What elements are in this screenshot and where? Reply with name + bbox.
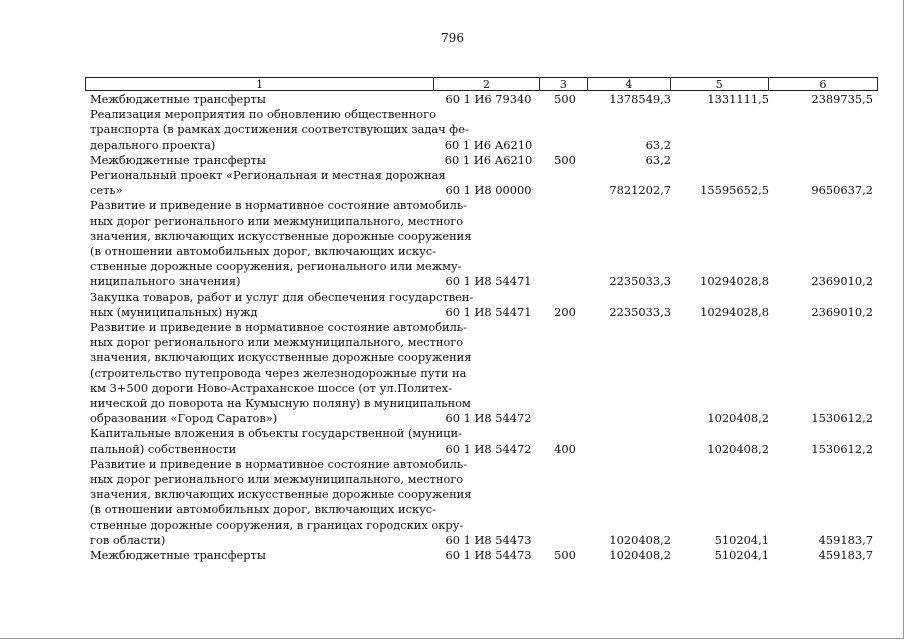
row-value-4: 63,2 (645, 152, 671, 167)
row-value-6: 2369010,2 (811, 274, 873, 289)
row-value-6: 1530612,2 (811, 411, 873, 426)
header-col-1: 1 (86, 78, 434, 90)
description-line: значения, включающих искусственные дорожные сооружения (90, 350, 472, 365)
row-code: 60 1 И6 А6210 (444, 152, 533, 167)
row-value-6: 2369010,2 (811, 304, 873, 319)
row-value-4: 1020408,2 (609, 532, 671, 547)
row-value-6: 459183,7 (818, 532, 873, 547)
description-line: ниципального значения) (90, 274, 241, 289)
row-value-4: 7821202,7 (609, 183, 671, 198)
row-value-6: 2389735,5 (811, 92, 873, 106)
table-row (85, 107, 878, 153)
table-row (85, 290, 878, 320)
row-type: 500 (554, 92, 576, 106)
table-row (85, 92, 878, 107)
description-line: ственные дорожные сооружения, регионального или межму- (90, 259, 462, 274)
description-line: ных дорог регионального или межмуниципального, местного (90, 213, 464, 228)
row-type: 400 (554, 441, 576, 456)
row-value-5: 10294028,8 (700, 304, 769, 319)
description-line: значения, включающих искусственные дорожные сооружения (90, 487, 472, 502)
description-line: (в отношении автомобильных дорог, включающих искус- (90, 502, 436, 517)
row-description (85, 456, 472, 548)
row-value-6: 1530612,2 (811, 441, 873, 456)
row-code: 60 1 И6 А6210 (444, 137, 533, 152)
row-value-6: 9650637,2 (811, 183, 873, 198)
header-col-2: 2 (434, 78, 539, 90)
row-description (85, 92, 436, 107)
page-number: 796 (441, 31, 464, 45)
row-value-5: 510204,1 (714, 548, 769, 563)
header-col-5: 5 (671, 78, 769, 90)
row-type: 500 (554, 548, 576, 563)
header-col-6: 6 (819, 78, 827, 91)
table-header (85, 77, 878, 91)
description-line: Развитие и приведение в нормативное состояние автомобиль- (90, 320, 467, 335)
row-description (85, 168, 446, 198)
description-line: значения, включающих искусственные дорожные сооружения (90, 228, 472, 243)
row-value-4: 1020408,2 (609, 548, 671, 563)
table-row (85, 320, 878, 426)
row-code: 60 1 И8 54472 (445, 441, 532, 456)
table-row (85, 457, 878, 548)
description-line: ных дорог регионального или межмуниципального, местного (90, 472, 464, 487)
row-code: 60 1 И8 54471 (445, 274, 532, 289)
row-value-4: 63,2 (645, 137, 671, 152)
row-code: 60 1 И8 54471 (445, 304, 532, 319)
description-line: Межбюджетные трансферты (90, 152, 266, 167)
row-code: 60 1 И8 54472 (445, 411, 532, 426)
table-row (85, 198, 878, 289)
description-line: ных дорог регионального или межмуниципального, местного (90, 335, 464, 350)
row-value-5: 510204,1 (714, 532, 769, 547)
table-row (85, 153, 878, 168)
description-line: пальной) собственности (90, 441, 237, 456)
description-line: Капитальные вложения в объекты государственной (муници- (90, 426, 462, 441)
header-col-3: 3 (540, 78, 589, 90)
description-line: Межбюджетные трансферты (90, 548, 266, 563)
row-description (85, 153, 436, 168)
description-line: сеть» (90, 183, 123, 198)
description-line: (строительство путепровода через железнодорожные пути на (90, 365, 467, 380)
description-line: Закупка товаров, работ и услуг для обеспечения государствен- (90, 289, 474, 304)
description-line: Развитие и приведение в нормативное состояние автомобиль- (90, 456, 467, 471)
row-value-4: 1378549,3 (609, 92, 671, 106)
row-code: 60 1 И6 79340 (445, 92, 532, 106)
row-code: 60 1 И8 54473 (445, 532, 532, 547)
description-line: км 3+500 дороги Ново-Астраханское шоссе (от ул.Политех- (90, 380, 453, 395)
row-description (85, 320, 472, 426)
row-description (85, 548, 436, 563)
description-line: ственные дорожные сооружения, в границах городских окру- (90, 517, 464, 532)
description-line: гов области) (90, 532, 166, 547)
description-line: Реализация мероприятия по обновлению общественного (90, 107, 436, 122)
row-value-5: 15595652,5 (700, 183, 769, 198)
row-value-5: 10294028,8 (700, 274, 769, 289)
header-col-4: 4 (588, 78, 670, 90)
row-value-4: 2235033,3 (609, 274, 671, 289)
description-line: Развитие и приведение в нормативное состояние автомобиль- (90, 198, 467, 213)
row-description (85, 198, 472, 289)
table-body (85, 92, 878, 563)
row-description (85, 289, 474, 320)
description-line: (в отношении автомобильных дорог, включающих искус- (90, 244, 436, 259)
row-description (85, 426, 462, 456)
row-type: 500 (554, 152, 576, 167)
row-value-5: 1020408,2 (707, 441, 769, 456)
description-line: нической до поворота на Кумысную поляну) в муниципальном (90, 396, 471, 411)
row-description (85, 107, 469, 153)
table-row (85, 168, 878, 198)
row-code: 60 1 И8 54473 (445, 548, 532, 563)
row-type: 200 (554, 304, 576, 319)
row-value-5: 1331111,5 (707, 92, 769, 106)
table-row (85, 426, 878, 456)
row-value-6: 459183,7 (818, 548, 873, 563)
table-row (85, 548, 878, 563)
description-line: дерального проекта) (90, 137, 216, 152)
description-line: транспорта (в рамках достижения соответствующих задач фе- (90, 122, 469, 137)
row-value-4: 2235033,3 (609, 304, 671, 319)
description-line: образовании «Город Саратов») (90, 411, 278, 426)
description-line: Региональный проект «Региональная и местная дорожная (90, 168, 446, 183)
row-value-5: 1020408,2 (707, 411, 769, 426)
description-line: Межбюджетные трансферты (90, 92, 266, 106)
description-line: ных (муниципальных) нужд (90, 304, 258, 319)
row-code: 60 1 И8 00000 (445, 183, 532, 198)
